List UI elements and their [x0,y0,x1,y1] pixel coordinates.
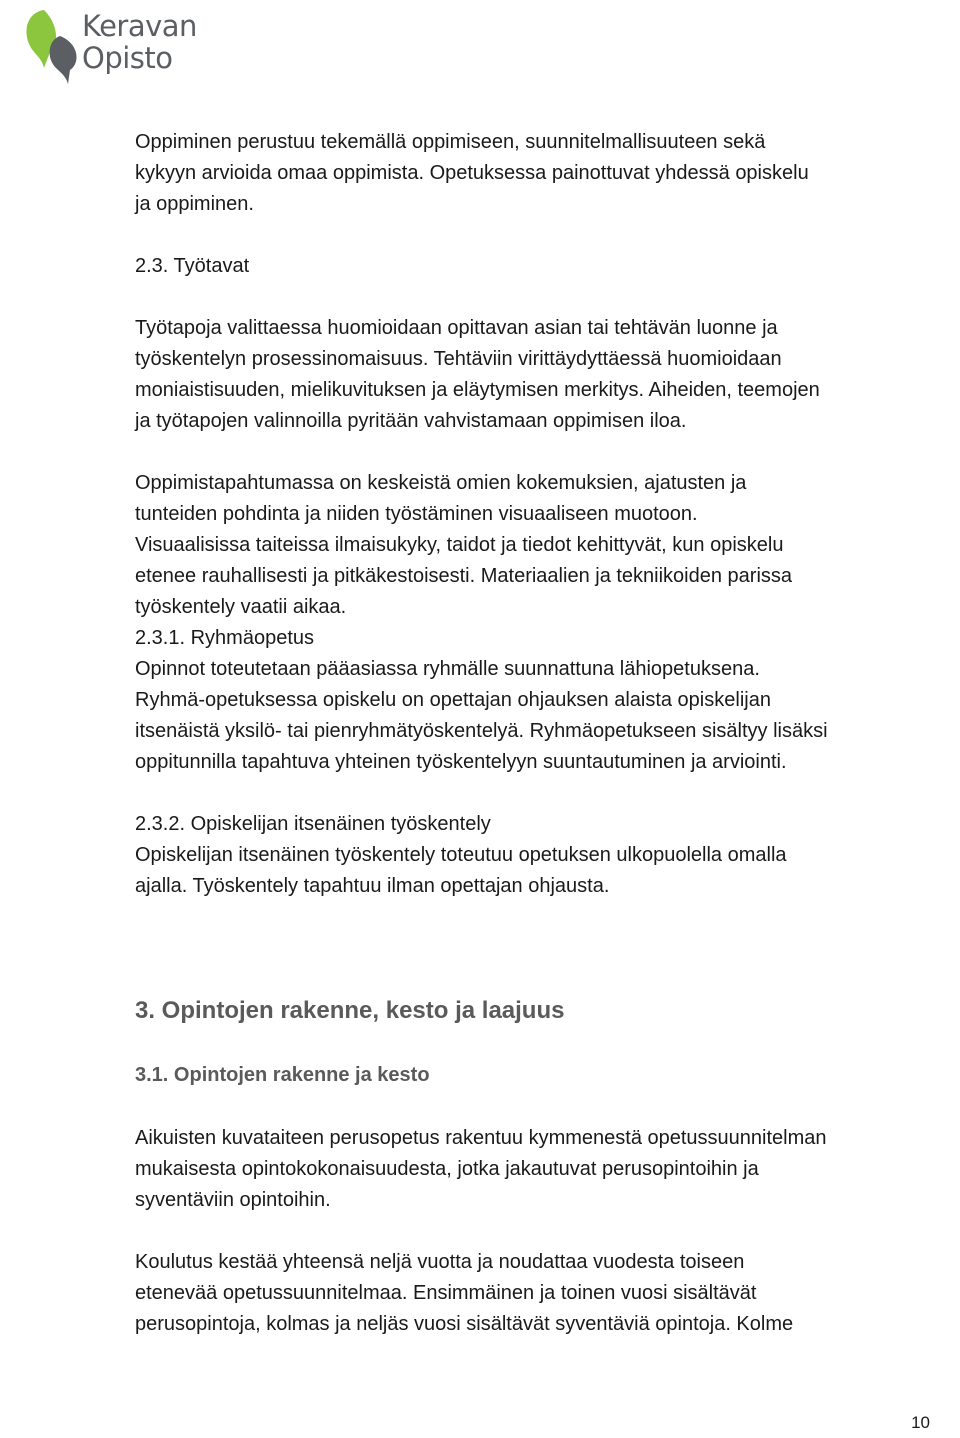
paragraph-tyotavat [135,313,935,437]
paragraph-intro [135,127,935,220]
page-number: 10 [911,1413,930,1432]
paragraph-kesto [135,1247,935,1340]
keravan-opisto-logo [22,6,197,86]
speech-bubble-logo-icon [22,6,82,86]
text-line: moniaistisuuden, mielikuvituksen ja eläytymisen merkitys. Aiheiden, teemojen [135,379,820,401]
text-line: Oppimistapahtumassa on keskeistä omien kokemuksien, ajatusten ja [135,472,747,494]
text-line: Koulutus kestää yhteensä neljä vuotta ja noudattaa vuodesta toiseen [135,1251,745,1273]
text-line: perusopintoja, kolmas ja neljäs vuosi sisältävät syventäviä opintoja. Kolme [135,1313,794,1335]
logo-line-1: Keravan [82,9,197,43]
text-line: työskentelyn prosessinomaisuus. Tehtäviin virittäydyttäessä huomioidaan [135,348,782,370]
text-line: Opiskelijan itsenäinen työskentely toteutuu opetuksen ulkopuolella omalla [135,844,787,866]
text-line: Ryhmä-opetuksessa opiskelu on opettajan ohjauksen alaista opiskelijan [135,689,771,711]
logo-wordmark [82,10,197,74]
text-line: kykyyn arvioida omaa oppimista. Opetuksessa painottuvat yhdessä opiskelu [135,162,809,184]
text-line: Aikuisten kuvataiteen perusopetus rakentuu kymmenestä opetussuunnitelman [135,1127,827,1149]
section-heading-2-3: 2.3. Työtavat [135,255,250,277]
text-line: ajalla. Työskentely tapahtuu ilman opettajan ohjausta. [135,875,610,897]
chapter-heading-3: 3. Opintojen rakenne, kesto ja laajuus [135,997,565,1024]
text-line: etenevää opetussuunnitelmaa. Ensimmäinen ja toinen vuosi sisältävät [135,1282,757,1304]
subsection-heading-2-3-2: 2.3.2. Opiskelijan itsenäinen työskentely [135,813,491,835]
text-line: itsenäistä yksilö- tai pienryhmätyöskentelyä. Ryhmäopetukseen sisältyy lisäksi [135,720,828,742]
section-heading-3-1: 3.1. Opintojen rakenne ja kesto [135,1064,430,1086]
text-line: ja työtapojen valinnoilla pyritään vahvistamaan oppimisen iloa. [135,410,687,432]
text-line: Oppiminen perustuu tekemällä oppimiseen, suunnitelmallisuuteen sekä [135,131,766,153]
text-line: mukaisesta opintokokonaisuudesta, jotka jakautuvat perusopintoihin ja [135,1158,759,1180]
text-line: Opinnot toteutetaan pääasiassa ryhmälle suunnattuna lähiopetuksena. [135,658,760,680]
document-body [135,127,935,1340]
logo-line-2: Opisto [82,41,173,75]
paragraph-rakenne [135,1123,935,1216]
text-line: Visuaalisissa taiteissa ilmaisukyky, taidot ja tiedot kehittyvät, kun opiskelu [135,534,784,556]
paragraph-itsenainen [135,809,935,902]
text-line: ja oppiminen. [135,193,254,215]
text-line: syventäviin opintoihin. [135,1189,331,1211]
text-line: etenee rauhallisesti ja pitkäkestoisesti. Materiaalien ja tekniikoiden parissa [135,565,793,587]
paragraph-oppimistapahtuma [135,468,935,778]
subsection-heading-2-3-1: 2.3.1. Ryhmäopetus [135,627,314,649]
text-line: tunteiden pohdinta ja niiden työstäminen visuaaliseen muotoon. [135,503,698,525]
text-line: Työtapoja valittaessa huomioidaan opittavan asian tai tehtävän luonne ja [135,317,778,339]
text-line: työskentely vaatii aikaa. [135,596,347,618]
text-line: oppitunnilla tapahtuva yhteinen työskentelyyn suuntautuminen ja arviointi. [135,751,787,773]
